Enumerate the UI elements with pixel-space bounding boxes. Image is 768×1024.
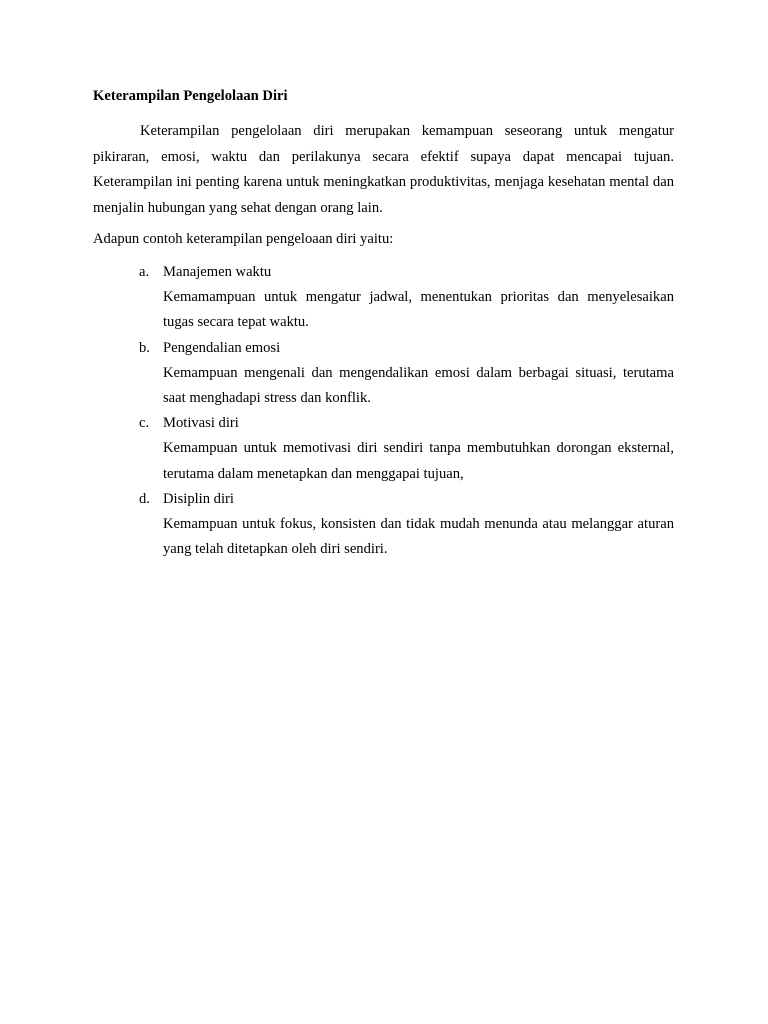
document-body [93, 86, 674, 562]
definition-paragraph: Keterampilan pengelolaan diri merupakan kemampuan seseorang untuk mengatur pikiraran, emosi, waktu dan perilakunya secara efektif supaya dapat mencapai tujuan. Keterampilan ini penting karena untuk meningkatkan produktivitas, menjaga kesehatan mental dan menjalin hubungan yang sehat dengan orang lain. [93, 123, 674, 216]
list-item [93, 336, 674, 412]
list-marker: b. [139, 339, 150, 356]
item-title: Motivasi diri [163, 415, 239, 432]
list-marker: d. [139, 490, 150, 507]
list-marker: c. [139, 415, 150, 432]
item-description: Kemampuan untuk memotivasi diri sendiri tanpa membutuhkan dorongan eksternal, terutama dalam menetapkan dan menggapai tujuan, [163, 440, 674, 482]
list-item [93, 260, 674, 336]
list-item [93, 411, 674, 487]
examples-list [93, 260, 674, 562]
item-title: Manajemen waktu [163, 264, 272, 280]
item-title: Pengendalian emosi [163, 339, 281, 356]
item-description: Kemampuan untuk fokus, konsisten dan tidak mudah menunda atau melanggar aturan yang telah ditetapkan oleh diri sendiri. [163, 516, 674, 558]
examples-intro: Adapun contoh keterampilan pengeloaan diri yaitu: [93, 231, 394, 247]
list-item [93, 487, 674, 563]
item-description: Kemamampuan untuk mengatur jadwal, menentukan prioritas dan menyelesaikan tugas secara tepat waktu. [163, 289, 674, 331]
document-title: Keterampilan Pengelolaan Diri [93, 88, 288, 104]
item-title: Disiplin diri [163, 490, 234, 507]
list-marker: a. [139, 264, 150, 280]
item-description: Kemampuan mengenali dan mengendalikan emosi dalam berbagai situasi, terutama saat menghadapi stress dan konflik. [163, 364, 674, 407]
